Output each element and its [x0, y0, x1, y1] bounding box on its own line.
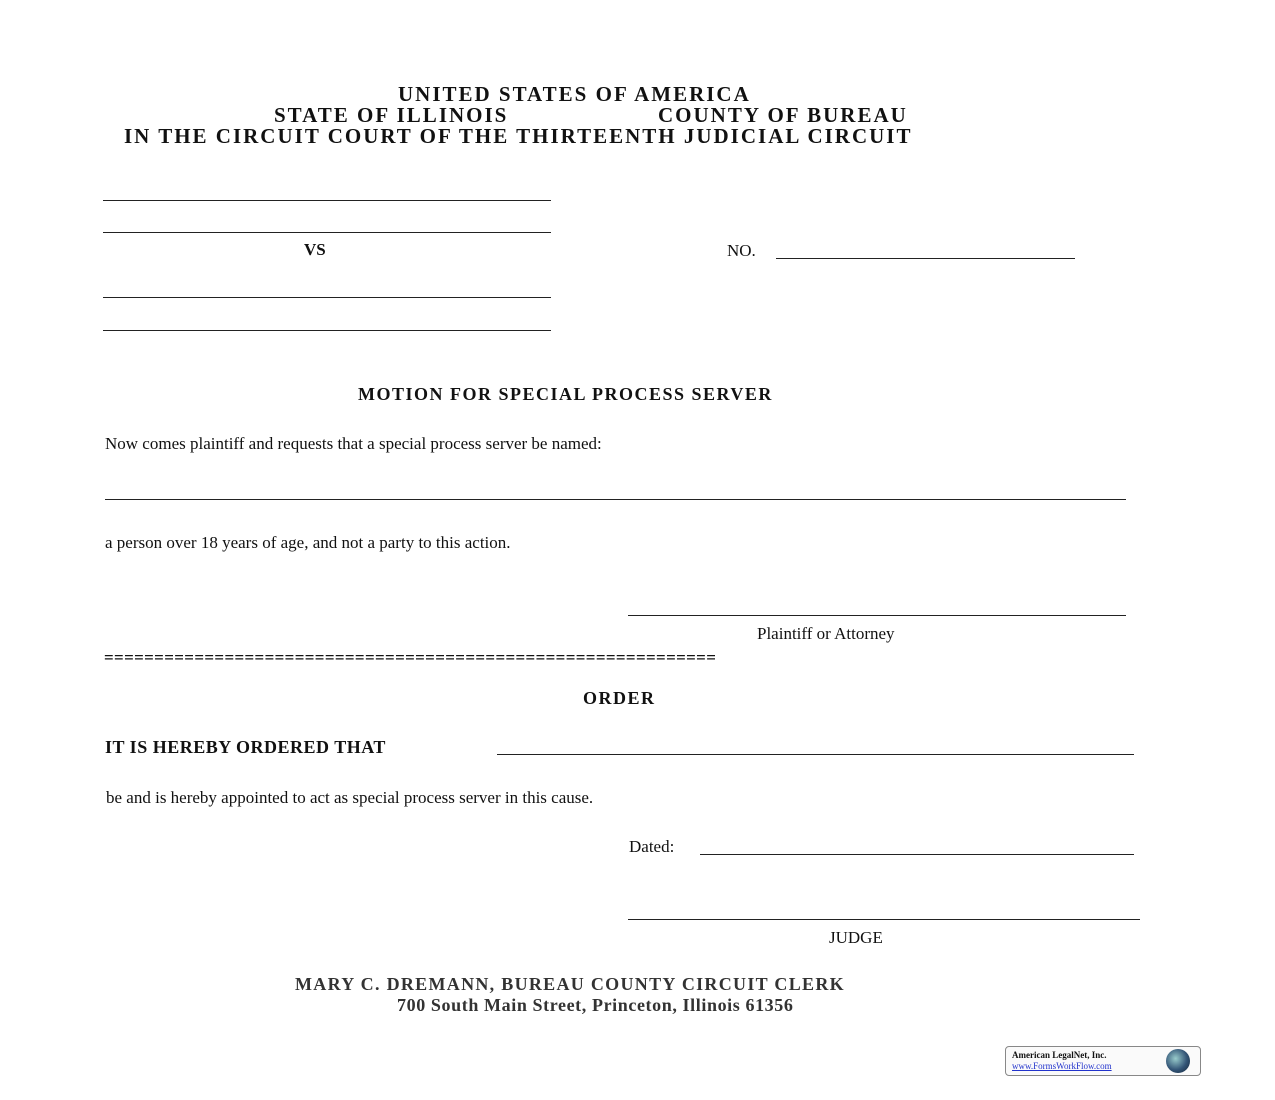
appointee-line[interactable]	[497, 754, 1134, 755]
plaintiff-signature-line[interactable]	[628, 615, 1126, 616]
judge-label: JUDGE	[829, 928, 883, 947]
logo-company: American LegalNet, Inc.	[1012, 1050, 1107, 1060]
motion-title: MOTION FOR SPECIAL PROCESS SERVER	[358, 384, 773, 404]
vs-label: VS	[304, 240, 326, 259]
order-title: ORDER	[583, 688, 656, 708]
header-country: UNITED STATES OF AMERICA	[398, 82, 751, 106]
defendant-line-1[interactable]	[103, 297, 551, 298]
order-appointed: be and is hereby appointed to act as special process server in this cause.	[106, 788, 594, 807]
defendant-line-2[interactable]	[103, 330, 551, 331]
plaintiff-line-1[interactable]	[103, 200, 551, 201]
server-name-line[interactable]	[105, 499, 1126, 500]
globe-icon	[1166, 1049, 1190, 1073]
legalnet-logo[interactable]	[1005, 1046, 1201, 1076]
header-state: STATE OF ILLINOIS	[274, 103, 509, 127]
footer-clerk: MARY C. DREMANN, BUREAU COUNTY CIRCUIT CLERK	[295, 974, 845, 994]
order-ordered: IT IS HEREBY ORDERED THAT	[105, 737, 386, 757]
judge-signature-line[interactable]	[628, 919, 1140, 920]
plaintiff-signature-label: Plaintiff or Attorney	[757, 624, 895, 643]
dated-line[interactable]	[700, 854, 1134, 855]
motion-intro: Now comes plaintiff and requests that a special process server be named:	[105, 434, 602, 453]
dated-label: Dated:	[629, 837, 675, 856]
motion-qualifier: a person over 18 years of age, and not a party to this action.	[105, 533, 511, 552]
header-court: IN THE CIRCUIT COURT OF THE THIRTEENTH JUDICIAL CIRCUIT	[124, 124, 913, 148]
case-number-label: NO.	[727, 241, 756, 260]
separator: =============================================================	[104, 648, 717, 667]
plaintiff-line-2[interactable]	[103, 232, 551, 233]
logo-url[interactable]: www.FormsWorkFlow.com	[1012, 1061, 1112, 1071]
case-number-line[interactable]	[776, 258, 1075, 259]
footer-address: 700 South Main Street, Princeton, Illinois 61356	[397, 995, 794, 1015]
header-county: COUNTY OF BUREAU	[658, 103, 908, 127]
